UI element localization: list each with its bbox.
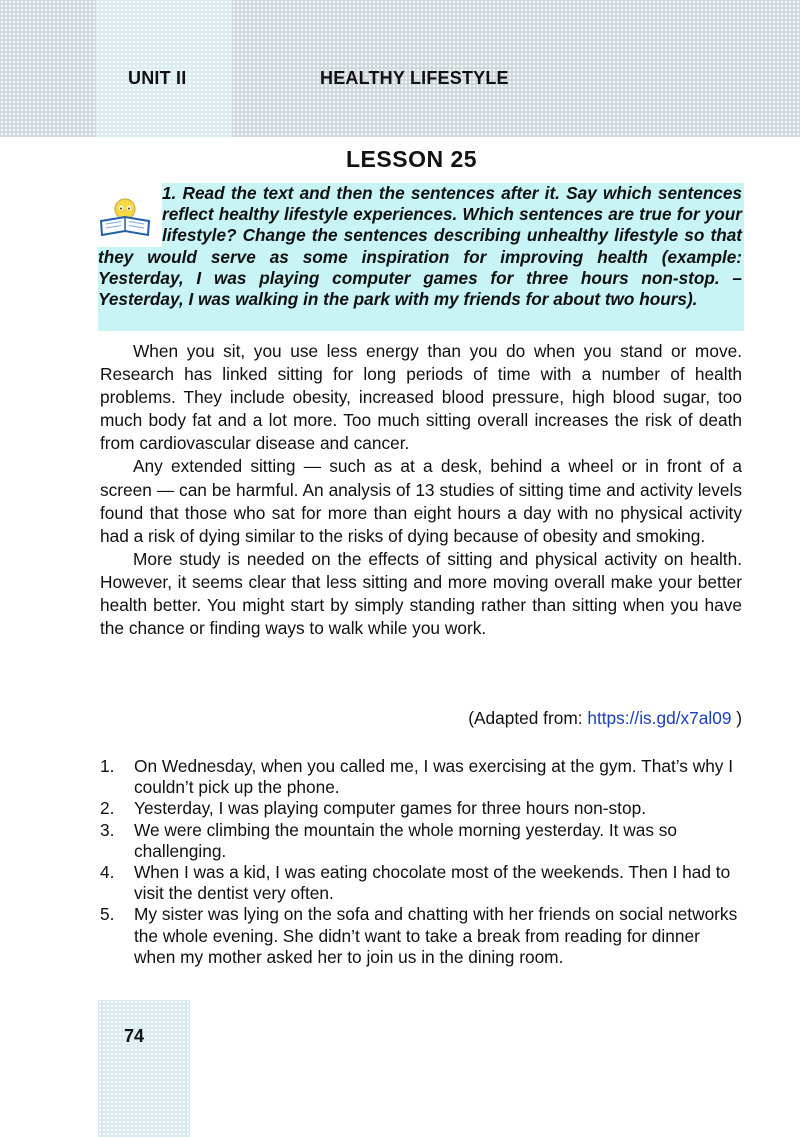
- item-number: 2.: [100, 798, 115, 819]
- item-text: We were climbing the mountain the whole morning yesterday. It was so challenging.: [134, 819, 678, 861]
- list-item: [100, 798, 742, 819]
- list-item: [100, 904, 742, 968]
- source-link[interactable]: https://is.gd/x7al09: [587, 708, 732, 728]
- unit-title: HEALTHY LIFESTYLE: [320, 68, 509, 88]
- lesson-title: LESSON 25: [346, 146, 478, 172]
- paragraph: More study is needed on the effects of sitting and physical activity on health. However, it seems clear that less sitting and more moving overall make your better health better. You might start by simply standing rather than sitting when you have the chance or finding ways to walk while you work.: [100, 548, 742, 639]
- item-number: 5.: [100, 904, 115, 925]
- item-text: Yesterday, I was playing computer games for three hours non-stop.: [134, 798, 646, 819]
- item-number: 1.: [100, 756, 115, 776]
- reading-text: [100, 340, 742, 640]
- item-number: 3.: [100, 819, 115, 840]
- paragraph: Any extended sitting — such as at a desk, behind a wheel or in front of a screen — can be harmful. An analysis of 13 studies of sitting time and activity levels found that those who sat for more than eight hours a day with no physical activity had a risk of dying similar to the risks of dying because of obesity and smoking.: [100, 456, 742, 546]
- task-text: 1. Read the text and then the sentences after it. Say which sentences reflect healthy lifestyle experiences. Which sentences are true for your lifestyle? Change the sentences describing unhealthy lifestyle so that they would serve as some inspiration for improving health (example: Yesterday, I was playing computer games for three hours non-stop. – Yesterday, I was walking in the park with my friends for about two hours).: [98, 183, 742, 310]
- task-instructions: [98, 183, 742, 310]
- list-item: [100, 862, 742, 904]
- item-text: My sister was lying on the sofa and chatting with her friends on social networks the whole evening. She didn’t want to take a break from reading for dinner when my mother asked her to join us in the dining room.: [134, 904, 738, 967]
- item-text: When I was a kid, I was eating chocolate most of the weekends. Then I had to visit the dentist very often.: [134, 862, 731, 904]
- source-prefix: (Adapted from:: [468, 708, 588, 728]
- paragraph: When you sit, you use less energy than you do when you stand or move. Research has linked sitting for long periods of time with a number of health problems. They include obesity, increased blood pressure, high blood sugar, too much body fat and a lot more. Too much sitting overall increases the risk of death from cardiovascular disease and cancer.: [100, 341, 742, 454]
- item-number: 4.: [100, 862, 115, 883]
- source-citation: [100, 707, 742, 730]
- sentence-list: [100, 756, 742, 968]
- unit-label: UNIT II: [128, 68, 187, 88]
- source-suffix: ): [731, 708, 742, 728]
- item-text: On Wednesday, when you called me, I was exercising at the gym. That’s why I couldn’t pick up the phone.: [134, 756, 734, 798]
- list-item: [100, 820, 742, 862]
- page-number: 74: [124, 1026, 145, 1046]
- list-item: [100, 756, 742, 798]
- page-number-block: [98, 1000, 190, 1137]
